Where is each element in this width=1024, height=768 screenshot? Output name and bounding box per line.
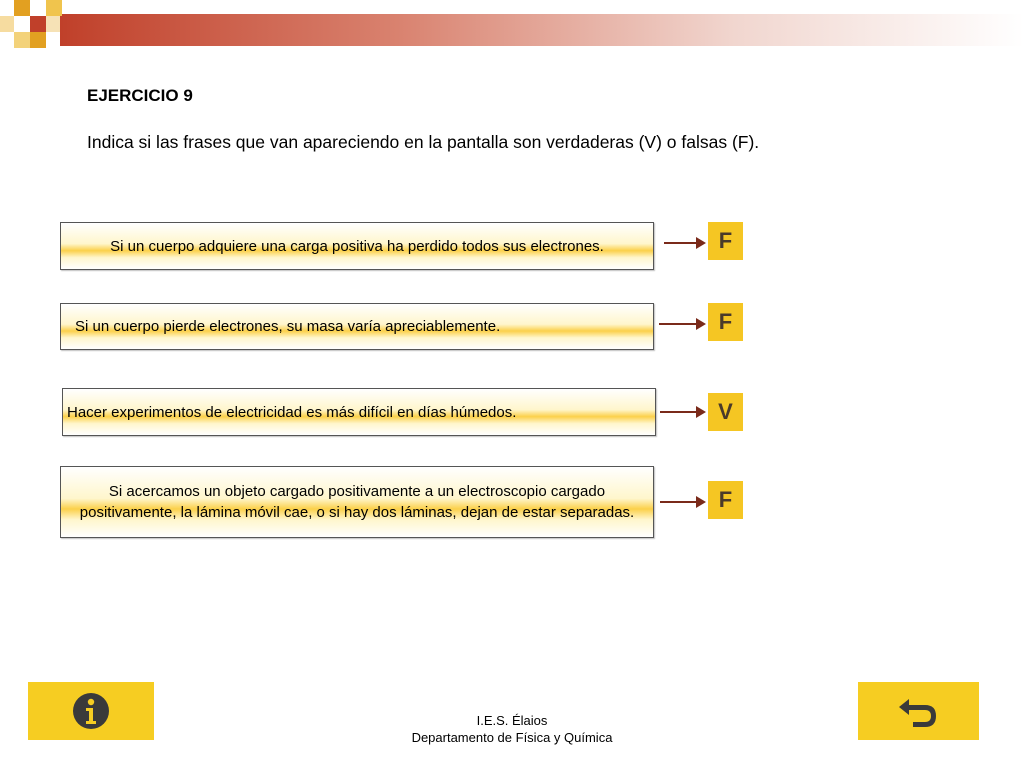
footer [380, 712, 644, 746]
arrow-icon [660, 501, 704, 503]
answer-badge-1: F [708, 222, 743, 260]
return-arrow-icon [895, 691, 943, 731]
answer-badge-2: F [708, 303, 743, 341]
statement-box-1 [60, 222, 654, 270]
statement-text: Si acercamos un objeto cargado positivamente a un electroscopio cargado positivamente, la lámina móvil cae, o si hay dos láminas, dejan de estar separadas. [79, 483, 635, 521]
arrow-icon [664, 242, 704, 244]
statement-text: Si un cuerpo pierde electrones, su masa varía apreciablemente. [75, 318, 501, 335]
statement-box-3 [62, 388, 656, 436]
arrow-icon [659, 323, 704, 325]
statement-box-2 [60, 303, 654, 350]
arrow-icon [660, 411, 704, 413]
statement-box-4 [60, 466, 654, 538]
footer-department: Departamento de Física y Química [411, 730, 613, 745]
info-icon [71, 691, 111, 731]
footer-school: I.E.S. Élaios [476, 713, 548, 728]
instructions-text: Indica si las frases que van apareciendo en la pantalla son verdaderas (V) o falsas (F). [87, 132, 760, 152]
info-button[interactable] [28, 682, 154, 740]
exercise-title: EJERCICIO 9 [87, 86, 193, 105]
statement-text: Hacer experimentos de electricidad es más difícil en días húmedos. [67, 403, 517, 421]
corner-decoration [0, 0, 80, 50]
answer-badge-4: F [708, 481, 743, 519]
return-button[interactable] [858, 682, 979, 740]
answer-badge-3: V [708, 393, 743, 431]
top-decoration-bar [60, 14, 1024, 46]
statement-text: Si un cuerpo adquiere una carga positiva ha perdido todos sus electrones. [110, 237, 604, 255]
